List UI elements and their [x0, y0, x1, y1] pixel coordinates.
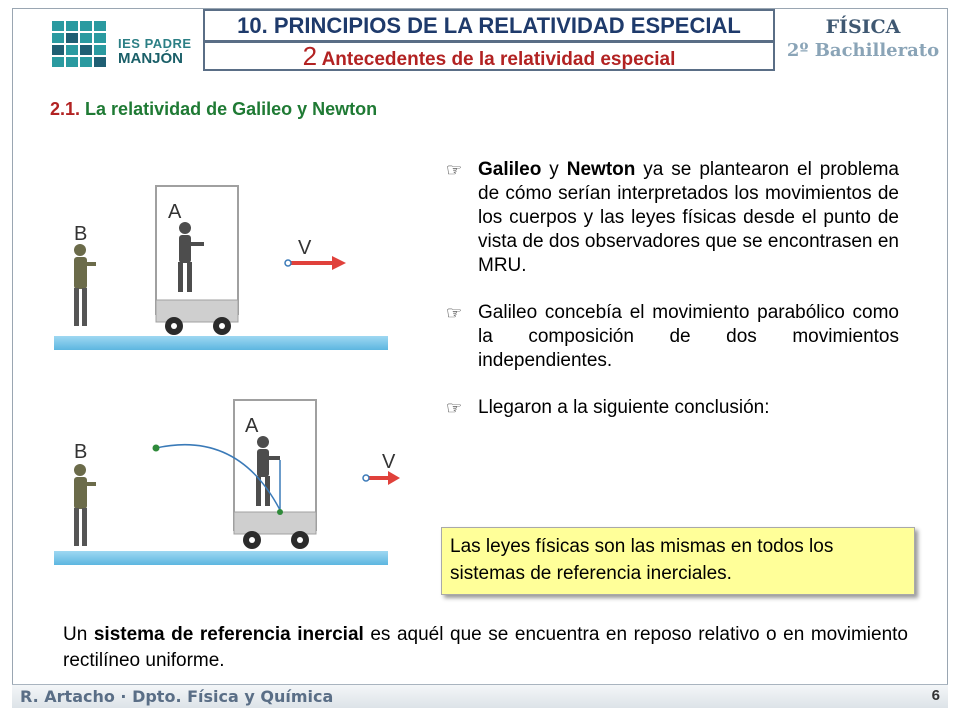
bullet-text: Galileo concebía el movimiento parabólico como la composición de dos movimientos independientes.: [478, 302, 899, 371]
person-b2-icon: [74, 464, 96, 546]
unit-title: 10. PRINCIPIOS DE LA RELATIVIDAD ESPECIAL: [203, 9, 775, 42]
label-b: B: [74, 223, 88, 245]
logo-line1: IES PADRE: [118, 36, 192, 51]
person-b-icon: [74, 244, 96, 326]
relativity-illustration: [48, 150, 403, 580]
floor-top: [54, 336, 388, 350]
subject-label: FÍSICA: [825, 16, 901, 38]
floor-bottom: [54, 551, 388, 565]
label-v-top: V: [298, 237, 312, 259]
footer-author: R. Artacho · Dpto. Física y Química: [20, 687, 334, 706]
bullet-item: [444, 396, 899, 420]
footer-bar: [12, 684, 948, 708]
bullet-list: [444, 158, 899, 443]
definition-paragraph: Un sistema de referencia inercial es aquél que se encuentra en reposo relativo o en movimiento rectilíneo uniforme.: [63, 624, 908, 671]
school-logo: [14, 9, 202, 69]
top-scene: [54, 186, 388, 350]
pointing-hand-icon: ☞: [446, 303, 463, 323]
pointing-hand-icon: ☞: [446, 160, 463, 180]
definition-term: sistema de referencia inercial: [93, 624, 364, 645]
page-number: 6: [931, 687, 940, 704]
subtitle-text: Antecedentes de la relatividad especial: [321, 49, 676, 70]
bottom-scene: [54, 400, 400, 565]
label-b2: B: [74, 441, 88, 463]
lesson-subtitle: [203, 41, 775, 71]
label-a2: A: [245, 415, 259, 437]
pointing-hand-icon: ☞: [446, 398, 463, 418]
subtitle-number: 2: [302, 41, 318, 71]
bullet-item: [444, 301, 899, 373]
bullet-text: Llegaron a la siguiente conclusión:: [478, 397, 770, 418]
bullet-text: ya se plantearon el problema de cómo serían interpretados los movimientos de los cuerpos y las leyes físicas desde el punto de vista de dos observadores que se encontrasen en MRU.: [478, 159, 899, 276]
bold-galileo: Galileo: [478, 159, 542, 180]
arrow-right-icon: [332, 256, 346, 270]
course-badge: [780, 9, 946, 71]
logo-grid-icon: [52, 21, 112, 69]
section-number: 2.1.: [50, 99, 81, 119]
arrow-right-icon: [388, 471, 400, 485]
section-heading: [50, 99, 377, 120]
bullet-item: ☞ Galileo y Newton ya se plantearon el problema de cómo serían interpretados los movimientos de los cuerpos y las leyes físicas desde el punto de vista de dos observadores que se encontrasen en MRU.: [446, 159, 899, 276]
level-label: 2º Bachillerato: [786, 40, 940, 61]
logo-line2: MANJÓN: [118, 50, 184, 67]
label-a: A: [168, 201, 182, 223]
section-title: La relatividad de Galileo y Newton: [85, 99, 378, 119]
logo-text: [118, 36, 192, 66]
conclusion-box: Las leyes físicas son las mismas en todos los sistemas de referencia inerciales.: [441, 527, 915, 595]
label-v-bottom: V: [382, 451, 396, 473]
bold-newton: Newton: [566, 159, 636, 180]
